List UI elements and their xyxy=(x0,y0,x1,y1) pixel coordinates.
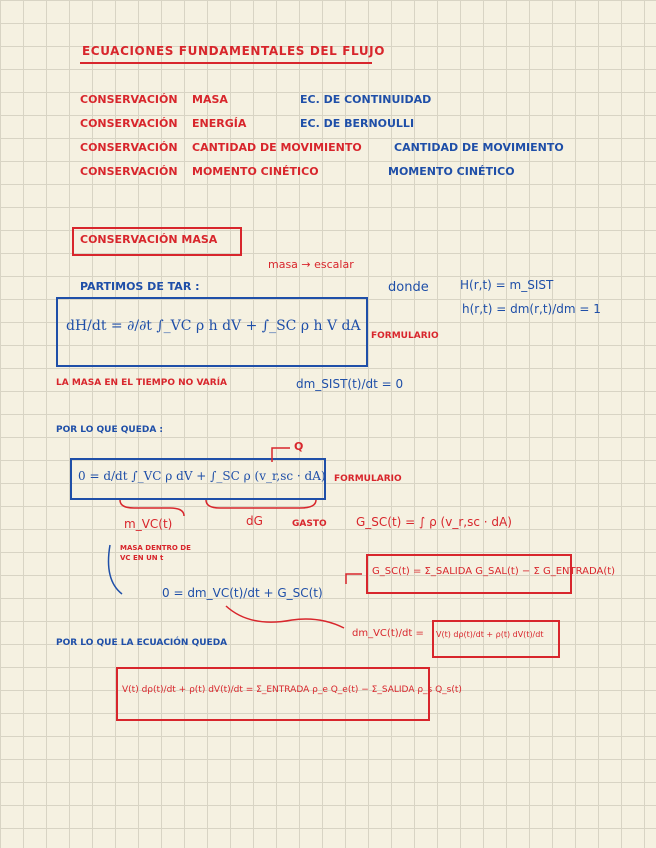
formulario-label-1: FORMULARIO xyxy=(371,331,439,341)
overview-right-1: EC. DE CONTINUIDAD xyxy=(300,93,432,106)
overview-right-4: MOMENTO CINÉTICO xyxy=(388,165,515,178)
def-h: h(r,t) = dm(r,t)/dm = 1 xyxy=(462,302,601,316)
por-lo-que-queda: POR LO QUE QUEDA : xyxy=(56,425,164,435)
overview-topic-2: ENERGÍA xyxy=(192,117,247,130)
brace-mvc xyxy=(120,500,184,516)
section-title: CONSERVACIÓN MASA xyxy=(80,233,218,246)
overview-topic-4: MOMENTO CINÉTICO xyxy=(192,165,319,178)
eq3: 0 = dm_VC(t)/dt + G_SC(t) xyxy=(162,586,323,600)
masa-dentro-note: MASA DENTRO DE VC EN UN t xyxy=(120,544,191,562)
dmvc-label: dm_VC(t)/dt = xyxy=(352,628,424,639)
formulario-label-2: FORMULARIO xyxy=(334,474,402,484)
G-sc-def: G_SC(t) = ∫ ρ (v_r,sc · dA) xyxy=(356,515,512,529)
q-label: Q xyxy=(294,440,304,453)
masa-no-varia: LA MASA EN EL TIEMPO NO VARÍA xyxy=(56,378,228,388)
partimos-label: PARTIMOS DE TAR : xyxy=(80,280,200,293)
ecuacion-queda: POR LO QUE LA ECUACIÓN QUEDA xyxy=(56,638,228,648)
overview-left-2: CONSERVACIÓN xyxy=(80,117,178,130)
continuity-eq: 0 = d/dt ∫_VC ρ dV + ∫_SC ρ (v_r,sc · dA) xyxy=(78,469,326,483)
brace-dG xyxy=(206,500,316,508)
m-vc-label: m_VC(t) xyxy=(124,517,173,531)
G-sum: G_SC(t) = Σ_SALIDA G_SAL(t) − Σ G_ENTRADA(t) xyxy=(372,566,616,577)
overview-topic-3: CANTIDAD DE MOVIMIENTO xyxy=(192,141,362,154)
dG-label: dG xyxy=(246,514,263,528)
overview-left-4: CONSERVACIÓN xyxy=(80,165,178,178)
gsc-arrow xyxy=(346,574,362,584)
overview-right-2: EC. DE BERNOULLI xyxy=(300,117,415,130)
overview-left-3: CONSERVACIÓN xyxy=(80,141,178,154)
overview-left-1: CONSERVACIÓN xyxy=(80,93,178,106)
dmvc-expand: V(t) dρ(t)/dt + ρ(t) dV(t)/dt xyxy=(436,630,544,639)
gasto-label: GASTO xyxy=(292,519,327,529)
def-H: H(r,t) = m_SIST xyxy=(460,278,554,292)
overview-topic-1: MASA xyxy=(192,93,228,106)
page-title: ECUACIONES FUNDAMENTALES DEL FLUJO xyxy=(82,44,386,58)
dmvc-curve-arrow xyxy=(226,606,344,628)
q-arrow xyxy=(272,448,290,462)
overview-right-3: CANTIDAD DE MOVIMIENTO xyxy=(394,141,564,154)
donde-label: donde xyxy=(388,280,429,295)
tar-formula: dH/dt = ∂/∂t ∫_VC ρ h dV + ∫_SC ρ h V dA xyxy=(66,318,361,334)
masa-no-varia-eq: dm_SIST(t)/dt = 0 xyxy=(296,377,404,391)
masa-escalar-note: masa → escalar xyxy=(268,258,354,271)
mvc-curve-arrow xyxy=(109,545,123,594)
final-eq: V(t) dρ(t)/dt + ρ(t) dV(t)/dt = Σ_ENTRADA ρ_e Q_e(t) − Σ_SALIDA ρ_s Q_s(t) xyxy=(122,685,462,695)
